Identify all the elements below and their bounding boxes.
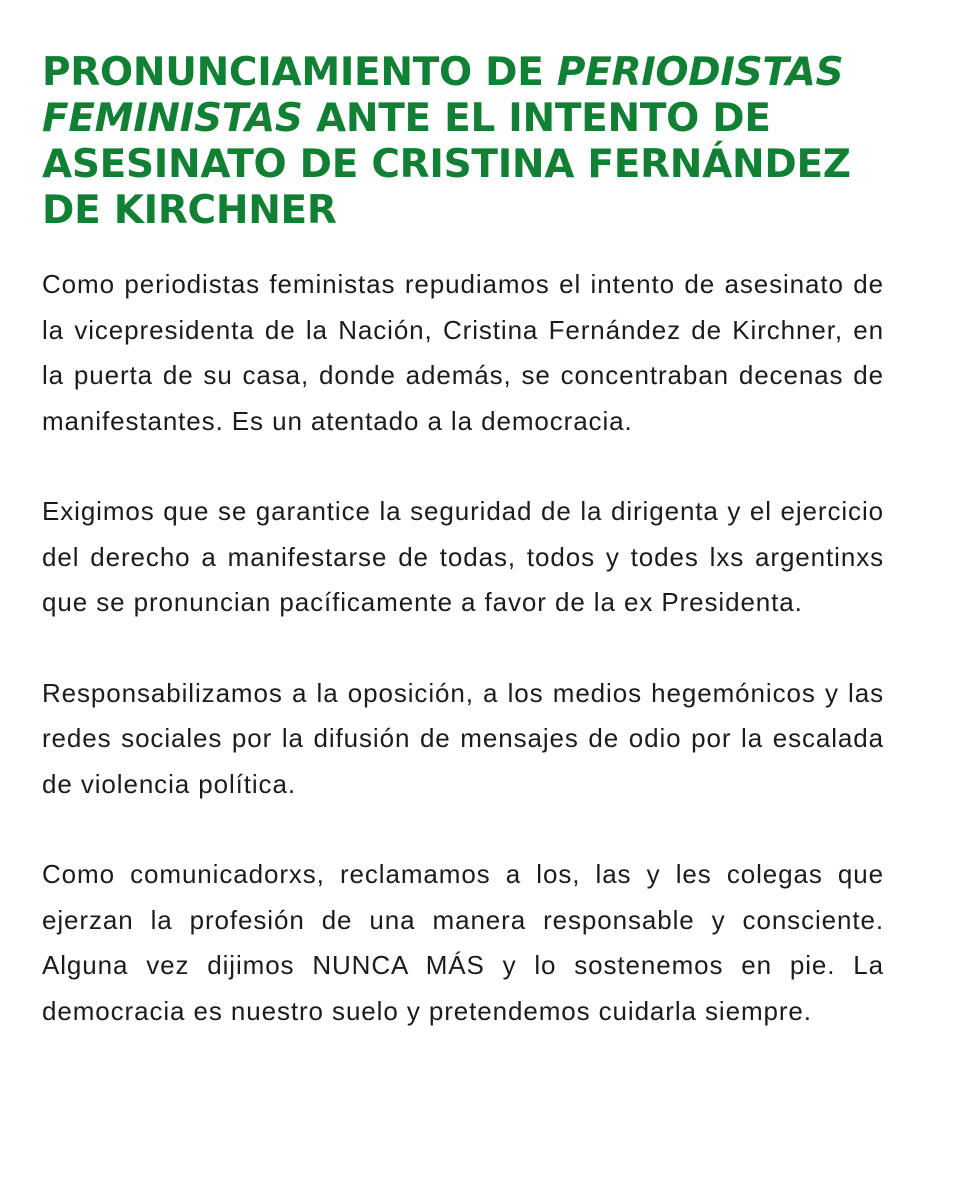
title-part-2: ANTE EL INTENTO DE ASESINATO DE CRISTINA FERNÁNDEZ DE KIRCHNER: [42, 96, 851, 233]
paragraph-exigimos: Exigimos que se garantice la seguridad de la dirigenta y el ejercicio del derecho a manifestarse de todas, todos y todes lxs argentinxs que se pronuncian pacíficamente a favor de la ex Presidenta.: [42, 496, 884, 617]
paragraph-responsabilizamos: Responsabilizamos a la oposición, a los medios hegemónicos y las redes sociales por la difusión de mensajes de odio por la escalada de violencia política.: [42, 677, 884, 799]
paragraph-repudio: Como periodistas feministas repudiamos el intento de asesinato de la vicepresidenta de la Nación, Cristina Fernández de Kirchner, en la puerta de su casa, donde además, se concentraban decenas de manifestantes. Es un atentado a la democracia.: [42, 269, 884, 436]
paragraph-comunicadorxs: Como comunicadorxs, reclamamos a los, las y les colegas que ejerzan la profesión de una manera responsable y consciente. Alguna vez dijimos NUNCA MÁS y lo sostenemos en pie. La democracia es nuestro suelo y pretendemos cuidarla siempre.: [42, 859, 884, 1026]
statement-title: [42, 50, 884, 234]
title-part-1: PRONUNCIAMIENTO DE: [42, 50, 557, 95]
title-italic-part: PERIODISTAS FEMINISTAS: [42, 50, 844, 141]
statement-document: [42, 50, 884, 1034]
